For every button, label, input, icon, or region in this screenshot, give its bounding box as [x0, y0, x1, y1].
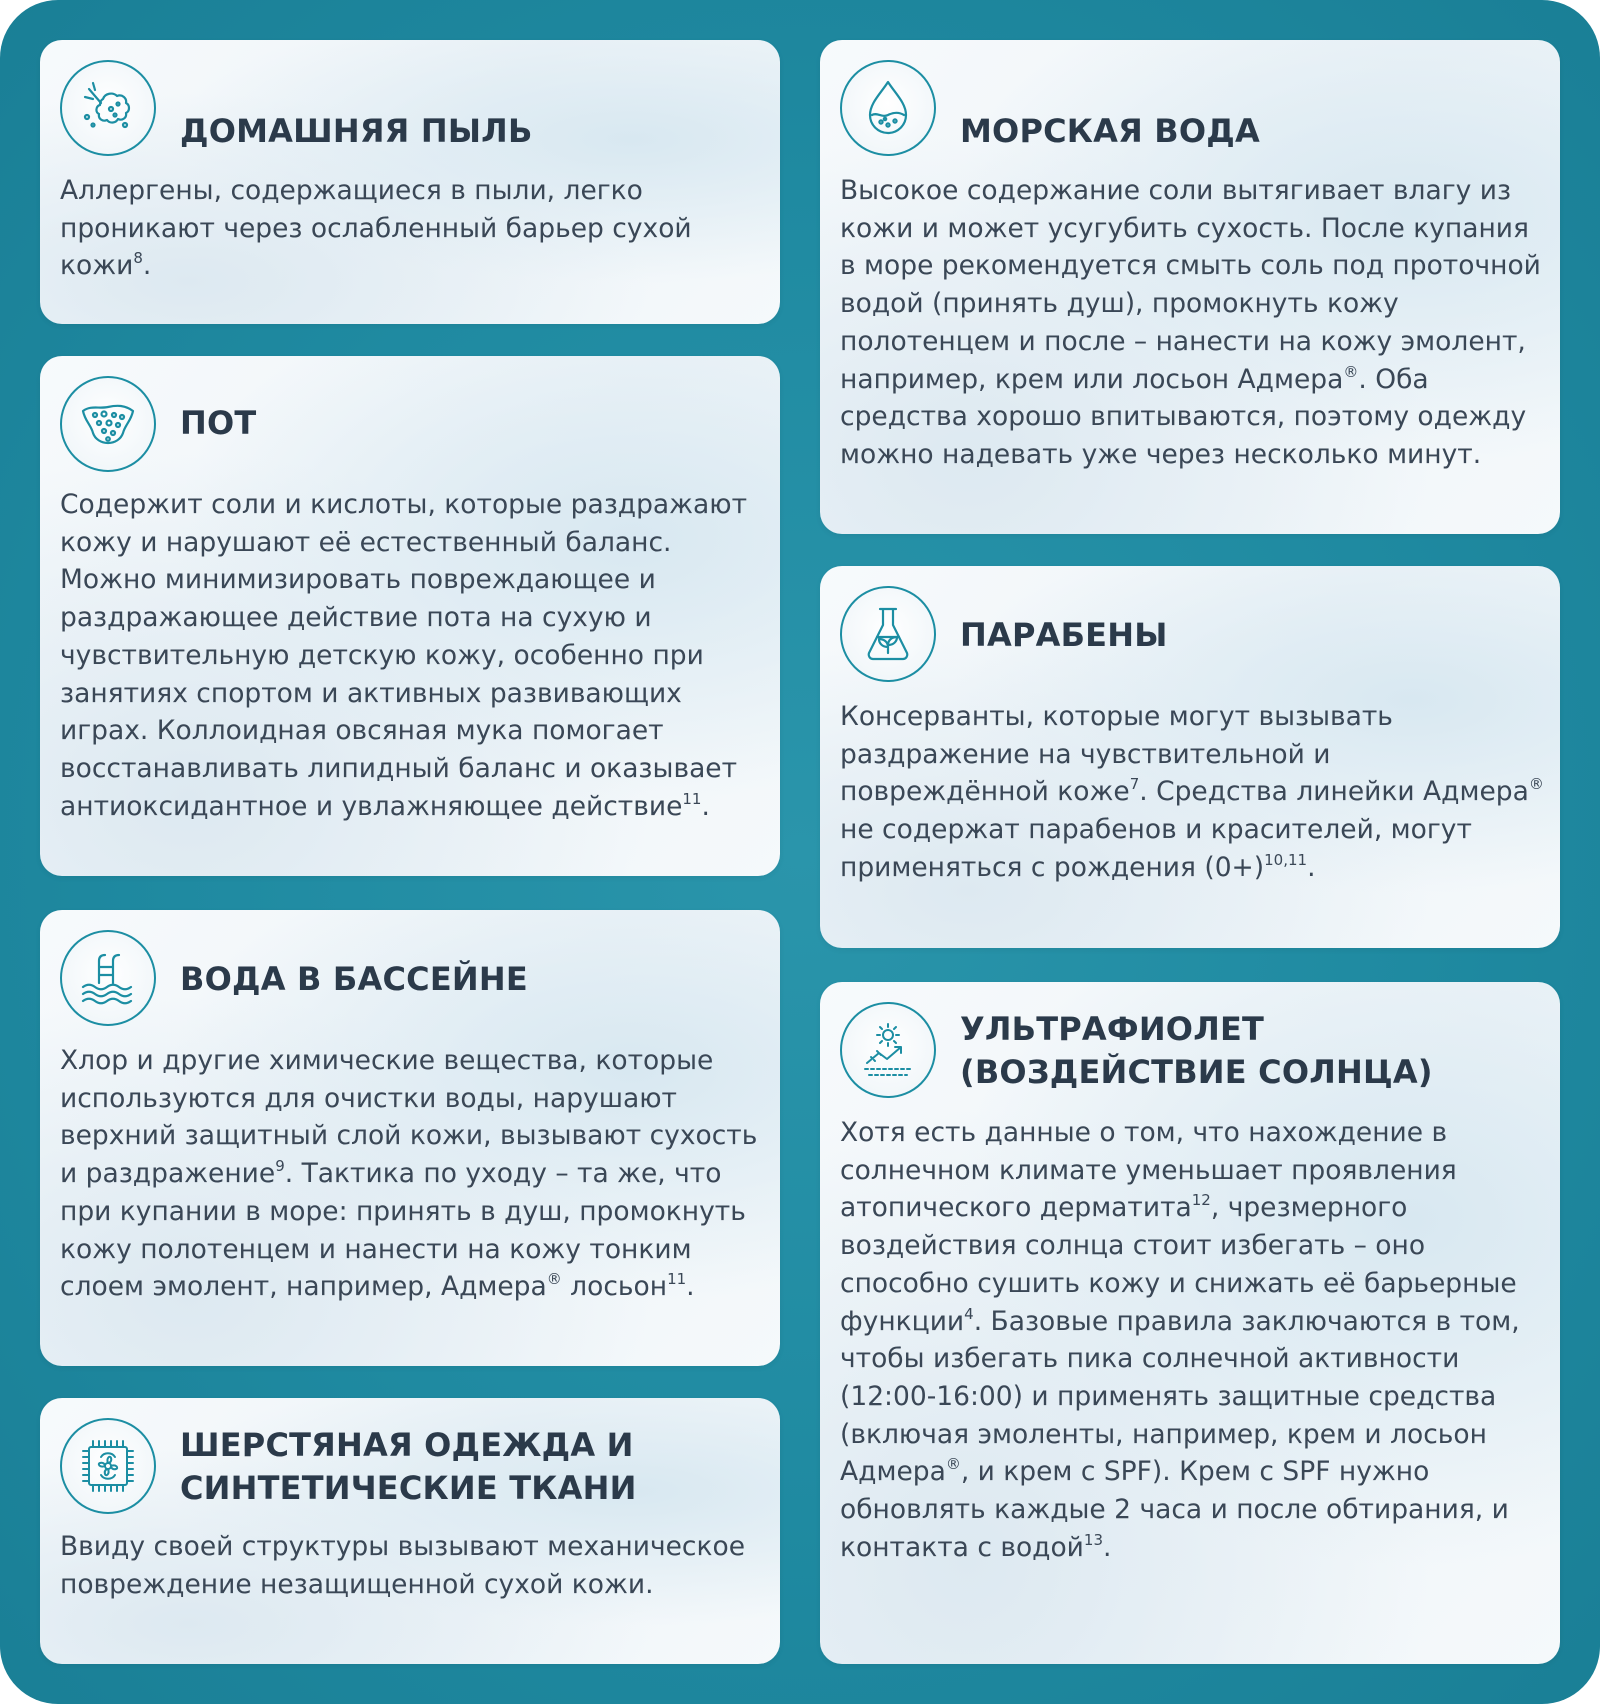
card-title: ПОТ [180, 404, 257, 442]
footnote-ref: 10,11 [1264, 850, 1308, 869]
footnote-ref: 12 [1191, 1191, 1211, 1210]
registered-mark: ® [945, 1455, 961, 1474]
footnote-ref: 11 [682, 789, 702, 808]
footnote-ref: 8 [133, 249, 143, 268]
footnote-ref: 9 [275, 1157, 285, 1176]
card-title: УЛЬТРАФИОЛЕТ (ВОЗДЕЙСТВИЕ СОЛНЦА) [960, 1010, 1433, 1091]
card-title: ДОМАШНЯЯ ПЫЛЬ [180, 112, 533, 150]
card-text: Консерванты, которые могут вызывать раздражение на чувствительной и повреждённой коже$^7$. Средства линейки Адмера® не содержат парабенов и красителей, могут применяться с рождения $(0+)^{10,11}$. [840, 701, 1544, 883]
card-text: Хлор и другие химические вещества, которые используются для очистки воды, нарушают верхний защитный слой кожи, вызывают сухость и раздражение$^9$. Тактика по уходу – та же, что при купании в море: принять в душ, промокнуть кожу полотенцем и нанести на кожу тонким слоем эмолент, например, Адмера® лосьон$^{11}$. [60, 1045, 758, 1303]
footnote-ref: 11 [667, 1270, 687, 1289]
card-text: Аллергены, содержащиеся в пыли, легко проникают через ослабленный барьер сухой кожи$^8$. [60, 175, 692, 282]
registered-mark: ® [1528, 775, 1544, 794]
card-house-dust [40, 40, 780, 324]
card-sweat [40, 356, 780, 876]
footnote-ref: 4 [964, 1304, 974, 1323]
card-parabens [820, 566, 1560, 948]
card-text: Хотя есть данные о том, что нахождение в солнечном климате уменьшает проявления атопического дерматита$^{12}$, чрезмерного воздействия солнца стоит избегать – оно способно сушить кожу и снижать её барьерные функции$^4$. Базовые правила заключаются в том, чтобы избегать пика солнечной активности (12:00-16:00) и применять защитные средства (включая эмоленты, например, крем и лосьон Адмера®, и крем с SPF). Крем с SPF нужно обновлять каждые 2 часа и после обтирания, и контакта с водой$^{13}$. [840, 1117, 1520, 1563]
card-title: ШЕРСТЯНАЯ ОДЕЖДА И СИНТЕТИЧЕСКИЕ ТКАНИ [180, 1426, 637, 1507]
card-text: Содержит соли и кислоты, которые раздражают кожу и нарушают её естественный баланс. Можно минимизировать повреждающее и раздражающее действие пота на сухую и чувствительную детскую кожу, особенно при занятиях спортом и активных развивающих играх. Коллоидная овсяная мука помогает восстанавливать липидный баланс и оказывает антиоксидантное и увлажняющее действие$^{11}$. [60, 489, 748, 822]
card-pool-water [40, 910, 780, 1366]
footnote-ref: 7 [1129, 775, 1140, 794]
flask-leaf-icon [840, 586, 936, 682]
registered-mark: ® [1343, 362, 1359, 381]
sweat-pores-icon [60, 376, 156, 472]
sun-rays-icon [840, 1002, 936, 1098]
card-text: Ввиду своей структуры вызывают механическое повреждение незащищенной сухой кожи. [60, 1531, 746, 1600]
fabric-flower-icon [60, 1418, 156, 1514]
water-drop-icon [840, 60, 936, 156]
card-title: МОРСКАЯ ВОДА [960, 112, 1260, 150]
pool-ladder-icon [60, 930, 156, 1026]
card-title: ПАРАБЕНЫ [960, 616, 1168, 654]
card-ultraviolet [820, 982, 1560, 1664]
card-sea-water [820, 40, 1560, 534]
registered-mark: ® [546, 1270, 562, 1289]
dust-cloud-icon [60, 60, 156, 156]
card-wool-clothing [40, 1398, 780, 1664]
footnote-ref: 13 [1083, 1530, 1104, 1549]
card-text: Высокое содержание соли вытягивает влагу из кожи и может усугубить сухость. После купания в море рекомендуется смыть соль под проточной водой (принять душ), промокнуть кожу полотенцем и после – нанести на кожу эмолент, например, крем или лосьон Адмера®. Оба средства хорошо впитываются, поэтому одежду можно надевать уже через несколько минут. [840, 175, 1541, 470]
card-title: ВОДА В БАССЕЙНЕ [180, 960, 528, 998]
